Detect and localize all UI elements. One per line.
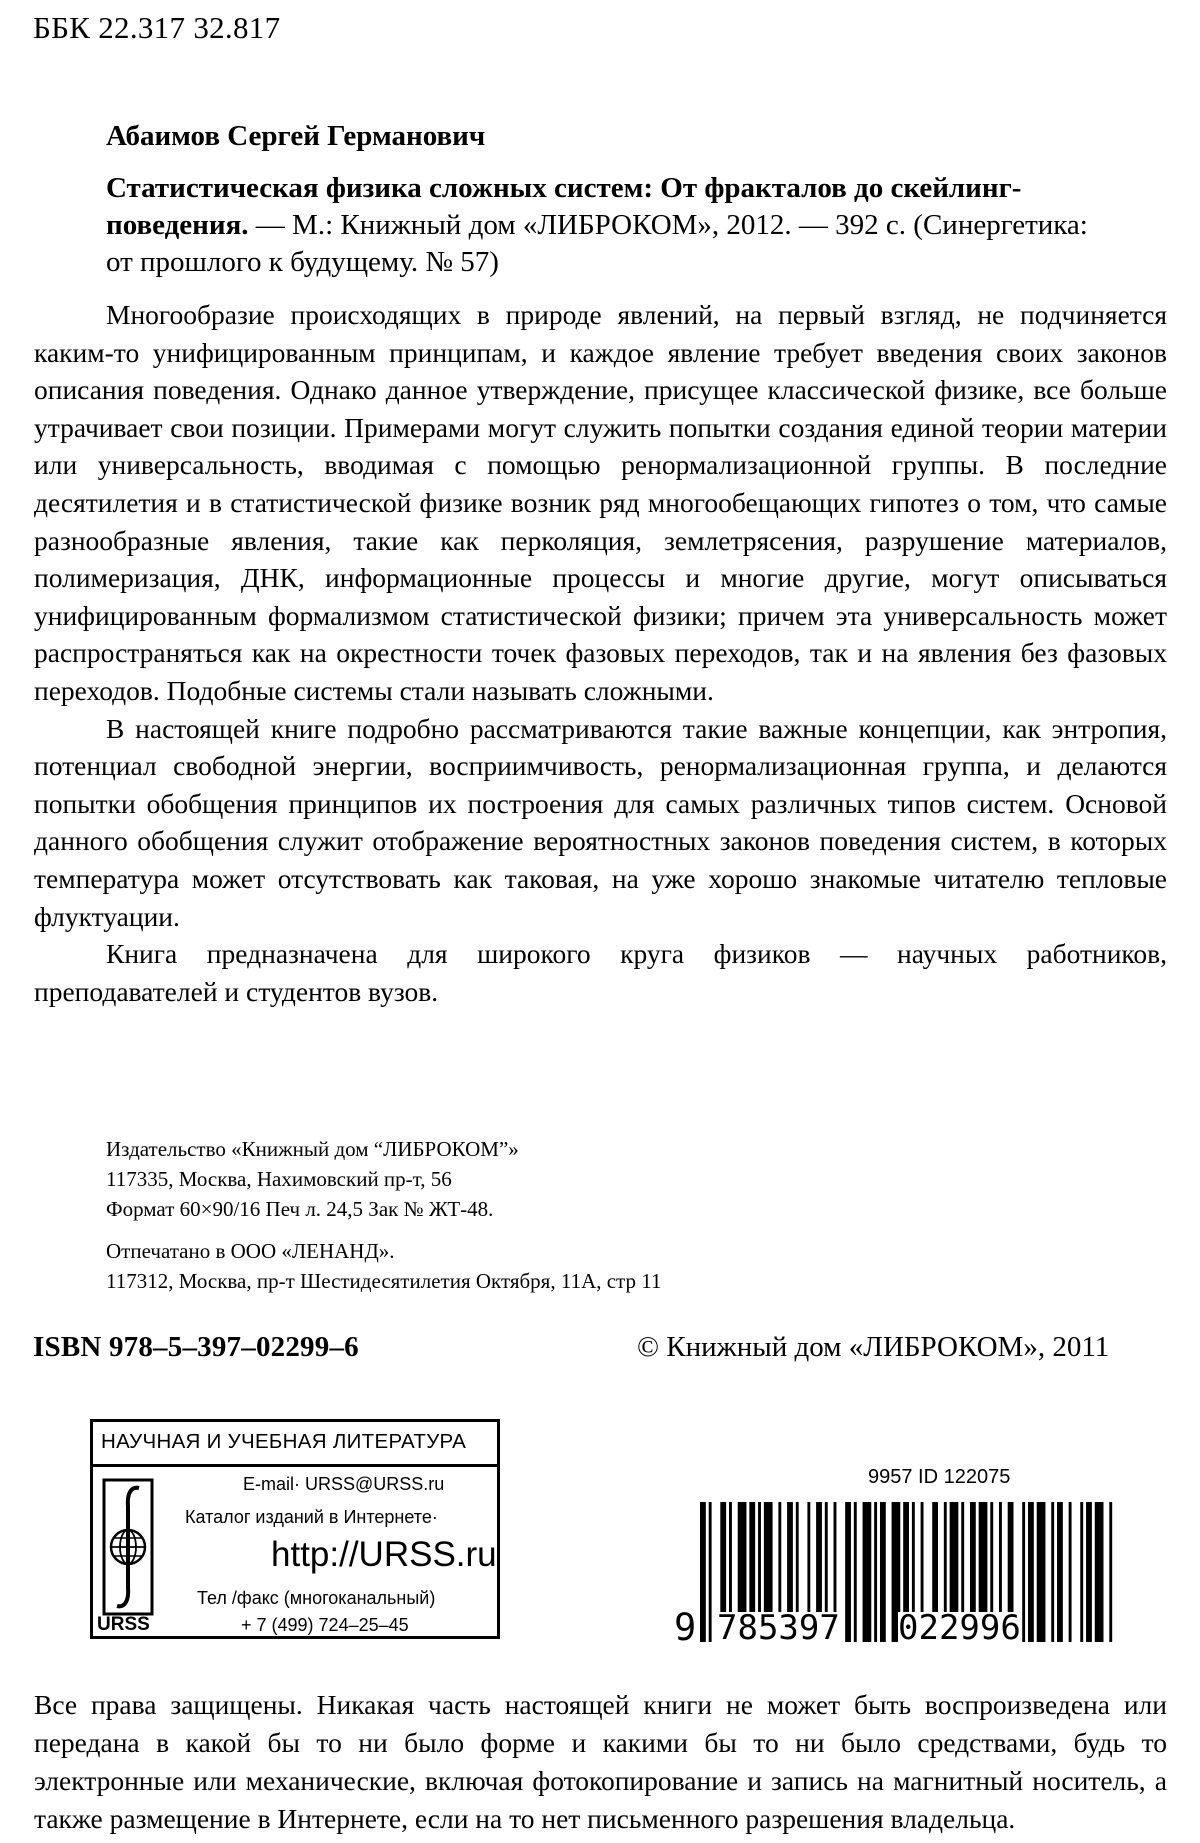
barcode-bar [1037,1502,1046,1642]
publication-details: — М.: Книжный дом «ЛИБРОКОМ», 2012. — 392 с. (Синергетика: от прошлого к будущему. № 57) [106,209,1088,278]
abstract-paragraph: Многообразие происходящих в природе явлений, на первый взгляд, не подчиняется каким-то унифицированным принципам, и каждое явление требует введения своих законов описания поведения. Однако данное утверждение, присущее классической физике, все больше утрачивает свои позиции. Примерами могут служить попытки создания единой теории материи или универсальность, вводимая с помощью ренормализационной группы. В последние десятилетия и в статистической физике возник ряд многообещающих гипотез о том, что самые разнообразные явления, такие как перколяция, землетрясения, разрушение материалов, полимеризация, ДНК, информационные процессы и многие другие, могут описываться унифицированным формализмом статистической физики; причем эта универсальность может распространяться как на окрестности точек фазовых переходов, так и на явления без фазовых переходов. Подобные системы стали называть сложными. [34,299,1167,706]
barcode-id: 9957 ID 122075 [868,1466,1011,1488]
urss-info-box [90,1419,500,1639]
abstract-paragraph: Книга предназначена для широкого круга физиков — научных работников, преподавателей и студентов вузов. [34,938,1167,1007]
barcode-bar [1057,1502,1063,1642]
abstract-paragraph: В настоящей книге подробно рассматриваются такие важные концепции, как энтропия, потенциал свободной энергии, восприимчивость, ренормализационная группа, и делаются попытки обобщения принципов их построения для самых различных типов систем. Основой данного обобщения служит отображение вероятностных законов поведения систем, в которых температура может отсутствовать как таковая, на уже хорошо знакомые читателю тепловые флуктуации. [34,712,1167,932]
urss-catalog-label: Каталог изданий в Интернете· [185,1507,438,1527]
urss-website: http://URSS.ru [271,1535,497,1574]
barcode-first-digit: 9 [674,1606,697,1649]
barcode-bar [1095,1502,1104,1642]
copyright: © Книжный дом «ЛИБРОКОМ», 2011 [637,1331,1110,1363]
barcode-bar [1109,1502,1112,1642]
barcode-bar [845,1502,851,1642]
print-format: Формат 60×90/16 Печ л. 24,5 Зак № ЖТ-48. [106,1197,494,1221]
abstract [34,296,1167,1010]
rights-notice: Все права защищены. Никакая часть настоящей книги не может быть воспроизведена или передана в какой бы то ни было форме и какими бы то ни было средствами, будь то электронные или механические, включая фотокопирование и запись на магнитный носитель, а также размещение в Интернете, если на то нет письменного разрешения владельца. [34,1689,1167,1834]
barcode-bar [874,1502,877,1642]
barcode-bar [700,1502,706,1642]
publisher-name: Издательство «Книжный дом “ЛИБРОКОМ”» [106,1137,519,1161]
barcode-right-digits: 022996 [898,1608,1021,1648]
bibliographic-reference [106,170,1106,281]
author-name: Абаимов Сергей Германович [106,120,486,152]
bbk-code: ББК 22.317 32.817 [33,10,281,45]
barcode-bar [709,1502,712,1642]
printer-address: 117312, Москва, пр-т Шестидесятилетия Октября, 11А, стр 11 [106,1269,662,1293]
barcode-bar [1080,1502,1083,1642]
printer-name: Отпечатано в ООО «ЛЕНАНД». [106,1239,395,1263]
isbn: ISBN 978–5–397–02299–6 [33,1331,359,1363]
barcode-bar [1022,1502,1025,1642]
barcode-bar [854,1502,857,1642]
urss-logo-text: URSS [97,1614,150,1635]
urss-phone-label: Тел /факс (многоканальный) [197,1588,436,1608]
urss-phone-number: + 7 (499) 724–25–45 [241,1615,409,1635]
barcode-bar [1069,1502,1072,1642]
barcode-bar [1051,1502,1054,1642]
urss-heading: НАУЧНАЯ И УЧЕБНАЯ ЛИТЕРАТУРА [101,1430,467,1453]
barcode-bar [863,1502,872,1642]
imprint [106,1134,661,1296]
urss-logo-icon [101,1478,155,1616]
book-title: Статистическая физика сложных систем: От фракталов до скейлинг-поведения. [106,172,1022,241]
barcode-bar [880,1502,886,1642]
barcode-left-digits: 785397 [717,1608,840,1648]
barcode-bar [1086,1502,1092,1642]
urss-email: E-mail· URSS@URSS.ru [243,1474,445,1494]
barcode-bar [1028,1502,1034,1642]
divider [93,1464,497,1467]
publisher-address: 117335, Москва, Нахимовский пр-т, 56 [106,1167,452,1191]
